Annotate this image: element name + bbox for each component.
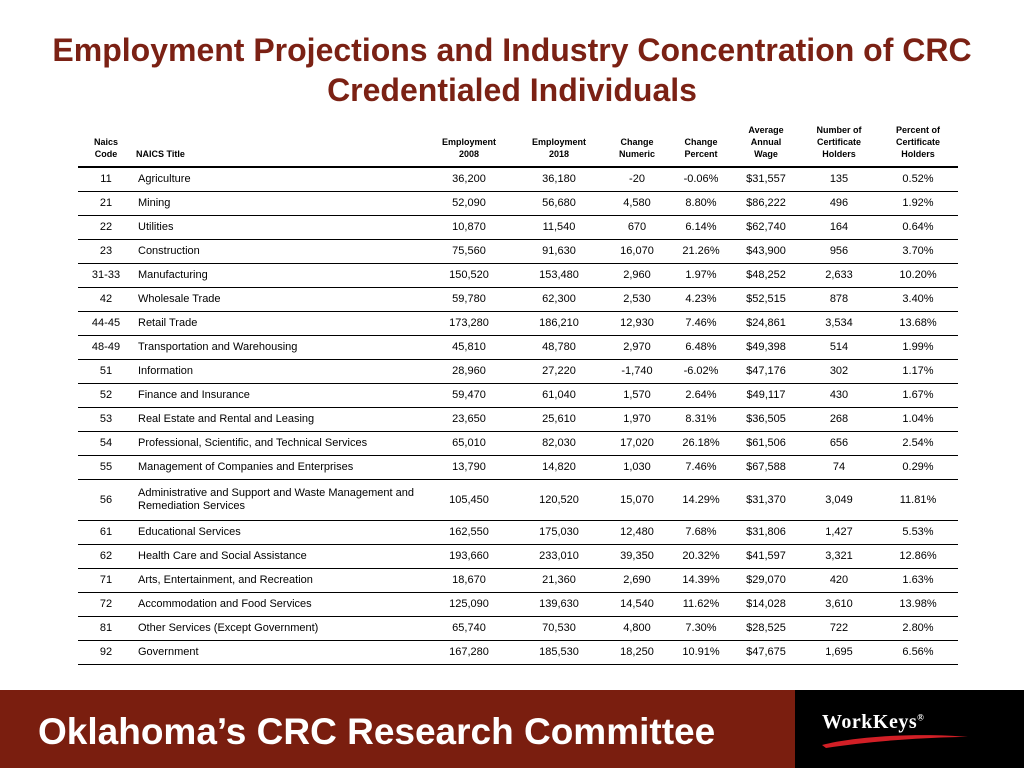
table-cell-number-of-certificate-holders: 878 bbox=[800, 288, 878, 312]
table-cell-percent-of-certificate-holders: 0.64% bbox=[878, 216, 958, 240]
column-header-line: Holders bbox=[822, 149, 856, 159]
table-cell-employment-2008: 105,450 bbox=[424, 480, 514, 521]
employment-projections-table bbox=[78, 120, 958, 665]
table-cell-change-percent: 14.39% bbox=[670, 569, 732, 593]
column-header-line: Number of bbox=[816, 125, 862, 135]
table-cell-number-of-certificate-holders: 3,049 bbox=[800, 480, 878, 521]
column-header-line: 2018 bbox=[548, 149, 570, 159]
table-cell-number-of-certificate-holders: 164 bbox=[800, 216, 878, 240]
table-cell-employment-2008: 36,200 bbox=[424, 167, 514, 192]
table-cell-employment-2008: 125,090 bbox=[424, 593, 514, 617]
table-cell-employment-2018: 91,630 bbox=[514, 240, 604, 264]
table-cell-change-numeric: 12,480 bbox=[604, 521, 670, 545]
table-cell-change-percent: 4.23% bbox=[670, 288, 732, 312]
table-cell-naics-code: 48-49 bbox=[78, 336, 134, 360]
table-cell-employment-2008: 193,660 bbox=[424, 545, 514, 569]
table-cell-change-numeric: 16,070 bbox=[604, 240, 670, 264]
table-row bbox=[78, 240, 958, 264]
table-cell-change-percent: -6.02% bbox=[670, 360, 732, 384]
table-cell-average-annual-wage: $14,028 bbox=[732, 593, 800, 617]
table-cell-employment-2018: 153,480 bbox=[514, 264, 604, 288]
column-header-line: Code bbox=[94, 149, 118, 159]
table-cell-number-of-certificate-holders: 3,534 bbox=[800, 312, 878, 336]
table-cell-average-annual-wage: $86,222 bbox=[732, 192, 800, 216]
table-cell-change-numeric: 14,540 bbox=[604, 593, 670, 617]
table-cell-average-annual-wage: $36,505 bbox=[732, 408, 800, 432]
table-cell-employment-2008: 162,550 bbox=[424, 521, 514, 545]
table-cell-naics-code: 22 bbox=[78, 216, 134, 240]
table-row bbox=[78, 360, 958, 384]
table-cell-average-annual-wage: $49,117 bbox=[732, 384, 800, 408]
table-row bbox=[78, 569, 958, 593]
table-row bbox=[78, 216, 958, 240]
table-cell-number-of-certificate-holders: 420 bbox=[800, 569, 878, 593]
table-cell-change-percent: 20.32% bbox=[670, 545, 732, 569]
table-cell-change-numeric: 4,800 bbox=[604, 617, 670, 641]
table-cell-naics-title: Health Care and Social Assistance bbox=[134, 545, 424, 569]
table-cell-average-annual-wage: $47,675 bbox=[732, 641, 800, 665]
table-cell-naics-code: 71 bbox=[78, 569, 134, 593]
table-cell-change-percent: 10.91% bbox=[670, 641, 732, 665]
table-cell-change-numeric: 39,350 bbox=[604, 545, 670, 569]
table-row bbox=[78, 312, 958, 336]
table-cell-change-percent: 8.80% bbox=[670, 192, 732, 216]
table-cell-naics-code: 53 bbox=[78, 408, 134, 432]
column-header-line: Percent of bbox=[895, 125, 940, 135]
table-cell-change-numeric: -20 bbox=[604, 167, 670, 192]
table-cell-employment-2018: 11,540 bbox=[514, 216, 604, 240]
table-cell-percent-of-certificate-holders: 1.99% bbox=[878, 336, 958, 360]
table-cell-change-percent: 6.14% bbox=[670, 216, 732, 240]
table-cell-change-percent: 11.62% bbox=[670, 593, 732, 617]
table-cell-employment-2018: 21,360 bbox=[514, 569, 604, 593]
column-header-line: Naics bbox=[93, 137, 119, 147]
table-cell-naics-code: 51 bbox=[78, 360, 134, 384]
table-cell-employment-2008: 65,010 bbox=[424, 432, 514, 456]
table-cell-naics-title: Management of Companies and Enterprises bbox=[134, 456, 424, 480]
table-cell-change-numeric: 2,530 bbox=[604, 288, 670, 312]
table-cell-employment-2008: 167,280 bbox=[424, 641, 514, 665]
table-cell-number-of-certificate-holders: 268 bbox=[800, 408, 878, 432]
table-cell-average-annual-wage: $31,557 bbox=[732, 167, 800, 192]
table-cell-naics-code: 42 bbox=[78, 288, 134, 312]
table-cell-naics-title: Construction bbox=[134, 240, 424, 264]
column-header-number-of-certificate-holders bbox=[800, 120, 878, 167]
table-cell-change-numeric: -1,740 bbox=[604, 360, 670, 384]
table-row bbox=[78, 384, 958, 408]
table-cell-change-percent: 14.29% bbox=[670, 480, 732, 521]
table-cell-employment-2008: 150,520 bbox=[424, 264, 514, 288]
table-cell-naics-code: 61 bbox=[78, 521, 134, 545]
table-cell-employment-2018: 25,610 bbox=[514, 408, 604, 432]
table-cell-change-numeric: 15,070 bbox=[604, 480, 670, 521]
table-cell-number-of-certificate-holders: 496 bbox=[800, 192, 878, 216]
table-cell-average-annual-wage: $41,597 bbox=[732, 545, 800, 569]
column-header-line: Wage bbox=[754, 149, 778, 159]
column-header-line: Numeric bbox=[618, 149, 655, 159]
table-cell-change-percent: 8.31% bbox=[670, 408, 732, 432]
table-cell-change-percent: 7.68% bbox=[670, 521, 732, 545]
table-cell-naics-code: 44-45 bbox=[78, 312, 134, 336]
table-row bbox=[78, 641, 958, 665]
column-header-change-percent bbox=[670, 120, 732, 167]
table-cell-change-percent: 7.46% bbox=[670, 456, 732, 480]
table-cell-naics-title: Other Services (Except Government) bbox=[134, 617, 424, 641]
column-header-change-numeric bbox=[604, 120, 670, 167]
table-cell-naics-title: Administrative and Support and Waste Management and Remediation Services bbox=[134, 480, 424, 521]
column-header-employment-2008 bbox=[424, 120, 514, 167]
table-cell-change-numeric: 1,570 bbox=[604, 384, 670, 408]
table-cell-average-annual-wage: $67,588 bbox=[732, 456, 800, 480]
slide-title: Employment Projections and Industry Concentration of CRC Credentialed Individuals bbox=[52, 32, 972, 108]
table-cell-average-annual-wage: $62,740 bbox=[732, 216, 800, 240]
table-cell-number-of-certificate-holders: 722 bbox=[800, 617, 878, 641]
workkeys-logo-text: WorkKeys® bbox=[822, 711, 925, 733]
table-cell-change-percent: 21.26% bbox=[670, 240, 732, 264]
table-cell-percent-of-certificate-holders: 3.70% bbox=[878, 240, 958, 264]
table-cell-number-of-certificate-holders: 302 bbox=[800, 360, 878, 384]
table-row bbox=[78, 521, 958, 545]
table-cell-employment-2008: 13,790 bbox=[424, 456, 514, 480]
table-row bbox=[78, 336, 958, 360]
column-header-naics-title bbox=[134, 120, 424, 167]
table-cell-average-annual-wage: $24,861 bbox=[732, 312, 800, 336]
table-cell-employment-2008: 10,870 bbox=[424, 216, 514, 240]
table-cell-employment-2018: 185,530 bbox=[514, 641, 604, 665]
column-header-line: Employment bbox=[531, 137, 586, 147]
table-cell-naics-code: 56 bbox=[78, 480, 134, 521]
table-cell-number-of-certificate-holders: 956 bbox=[800, 240, 878, 264]
table-cell-naics-title: Agriculture bbox=[134, 167, 424, 192]
table-cell-average-annual-wage: $49,398 bbox=[732, 336, 800, 360]
table-cell-change-numeric: 18,250 bbox=[604, 641, 670, 665]
table-cell-average-annual-wage: $31,370 bbox=[732, 480, 800, 521]
table-row bbox=[78, 167, 958, 192]
table-row bbox=[78, 432, 958, 456]
table-cell-average-annual-wage: $47,176 bbox=[732, 360, 800, 384]
workkeys-swoosh-icon bbox=[820, 733, 970, 749]
table-cell-change-percent: 2.64% bbox=[670, 384, 732, 408]
table-cell-naics-title: Finance and Insurance bbox=[134, 384, 424, 408]
table-cell-employment-2018: 62,300 bbox=[514, 288, 604, 312]
table-cell-employment-2018: 14,820 bbox=[514, 456, 604, 480]
column-header-naics-code bbox=[78, 120, 134, 167]
table-cell-number-of-certificate-holders: 135 bbox=[800, 167, 878, 192]
table-cell-employment-2008: 18,670 bbox=[424, 569, 514, 593]
table-cell-percent-of-certificate-holders: 5.53% bbox=[878, 521, 958, 545]
table-cell-change-numeric: 2,970 bbox=[604, 336, 670, 360]
table-cell-employment-2018: 139,630 bbox=[514, 593, 604, 617]
table-cell-naics-code: 81 bbox=[78, 617, 134, 641]
table-cell-average-annual-wage: $61,506 bbox=[732, 432, 800, 456]
table-cell-employment-2018: 175,030 bbox=[514, 521, 604, 545]
table-row bbox=[78, 264, 958, 288]
table-cell-change-percent: 6.48% bbox=[670, 336, 732, 360]
table-cell-naics-code: 55 bbox=[78, 456, 134, 480]
column-header-line: Certificate bbox=[895, 137, 940, 147]
table-cell-naics-title: Professional, Scientific, and Technical Services bbox=[134, 432, 424, 456]
table-cell-employment-2018: 70,530 bbox=[514, 617, 604, 641]
table-row bbox=[78, 288, 958, 312]
table-cell-employment-2018: 120,520 bbox=[514, 480, 604, 521]
column-header-line: Percent bbox=[684, 149, 718, 159]
table-cell-change-percent: 7.46% bbox=[670, 312, 732, 336]
table-cell-naics-title: Utilities bbox=[134, 216, 424, 240]
table-cell-employment-2008: 75,560 bbox=[424, 240, 514, 264]
footer-text: Oklahoma’s CRC Research Committee bbox=[38, 711, 716, 752]
table-cell-percent-of-certificate-holders: 2.80% bbox=[878, 617, 958, 641]
table-cell-number-of-certificate-holders: 1,427 bbox=[800, 521, 878, 545]
table-cell-employment-2008: 23,650 bbox=[424, 408, 514, 432]
table-cell-percent-of-certificate-holders: 1.92% bbox=[878, 192, 958, 216]
table-cell-number-of-certificate-holders: 514 bbox=[800, 336, 878, 360]
table-cell-percent-of-certificate-holders: 11.81% bbox=[878, 480, 958, 521]
column-header-line: Annual bbox=[750, 137, 782, 147]
table-cell-naics-code: 31-33 bbox=[78, 264, 134, 288]
table-cell-percent-of-certificate-holders: 1.04% bbox=[878, 408, 958, 432]
table-cell-number-of-certificate-holders: 2,633 bbox=[800, 264, 878, 288]
column-header-line: Employment bbox=[441, 137, 496, 147]
table-row bbox=[78, 617, 958, 641]
table-cell-employment-2018: 61,040 bbox=[514, 384, 604, 408]
table-cell-percent-of-certificate-holders: 12.86% bbox=[878, 545, 958, 569]
table-cell-change-numeric: 12,930 bbox=[604, 312, 670, 336]
table-cell-change-percent: -0.06% bbox=[670, 167, 732, 192]
table-cell-change-percent: 7.30% bbox=[670, 617, 732, 641]
table-cell-naics-title: Manufacturing bbox=[134, 264, 424, 288]
table-cell-number-of-certificate-holders: 656 bbox=[800, 432, 878, 456]
table-cell-employment-2018: 186,210 bbox=[514, 312, 604, 336]
table-cell-naics-title: Wholesale Trade bbox=[134, 288, 424, 312]
table-cell-number-of-certificate-holders: 430 bbox=[800, 384, 878, 408]
table-cell-percent-of-certificate-holders: 0.52% bbox=[878, 167, 958, 192]
column-header-line: Change bbox=[684, 137, 718, 147]
table-cell-percent-of-certificate-holders: 0.29% bbox=[878, 456, 958, 480]
table-cell-number-of-certificate-holders: 3,321 bbox=[800, 545, 878, 569]
table-cell-employment-2008: 173,280 bbox=[424, 312, 514, 336]
table-cell-percent-of-certificate-holders: 1.67% bbox=[878, 384, 958, 408]
table-cell-percent-of-certificate-holders: 1.17% bbox=[878, 360, 958, 384]
table-cell-average-annual-wage: $43,900 bbox=[732, 240, 800, 264]
column-header-line: Holders bbox=[901, 149, 935, 159]
column-header-average-annual-wage bbox=[732, 120, 800, 167]
table-cell-change-numeric: 1,030 bbox=[604, 456, 670, 480]
table-cell-average-annual-wage: $29,070 bbox=[732, 569, 800, 593]
table-row bbox=[78, 545, 958, 569]
table-cell-change-numeric: 2,960 bbox=[604, 264, 670, 288]
table-cell-employment-2008: 52,090 bbox=[424, 192, 514, 216]
employment-table-container bbox=[78, 120, 946, 665]
table-cell-naics-title: Mining bbox=[134, 192, 424, 216]
table-cell-naics-code: 72 bbox=[78, 593, 134, 617]
table-cell-naics-title: Information bbox=[134, 360, 424, 384]
table-cell-employment-2018: 36,180 bbox=[514, 167, 604, 192]
table-cell-naics-code: 92 bbox=[78, 641, 134, 665]
table-cell-change-numeric: 670 bbox=[604, 216, 670, 240]
table-cell-percent-of-certificate-holders: 3.40% bbox=[878, 288, 958, 312]
table-cell-average-annual-wage: $48,252 bbox=[732, 264, 800, 288]
table-cell-change-numeric: 4,580 bbox=[604, 192, 670, 216]
column-header-line: Change bbox=[620, 137, 654, 147]
column-header-line: Certificate bbox=[816, 137, 861, 147]
table-cell-number-of-certificate-holders: 3,610 bbox=[800, 593, 878, 617]
column-header-percent-of-certificate-holders bbox=[878, 120, 958, 167]
table-cell-number-of-certificate-holders: 1,695 bbox=[800, 641, 878, 665]
table-cell-naics-code: 52 bbox=[78, 384, 134, 408]
column-header-line: NAICS Title bbox=[136, 149, 185, 159]
table-cell-naics-title: Accommodation and Food Services bbox=[134, 593, 424, 617]
table-cell-employment-2008: 28,960 bbox=[424, 360, 514, 384]
table-cell-number-of-certificate-holders: 74 bbox=[800, 456, 878, 480]
table-cell-employment-2008: 59,780 bbox=[424, 288, 514, 312]
table-cell-employment-2008: 59,470 bbox=[424, 384, 514, 408]
table-cell-employment-2018: 27,220 bbox=[514, 360, 604, 384]
table-cell-percent-of-certificate-holders: 6.56% bbox=[878, 641, 958, 665]
table-cell-average-annual-wage: $28,525 bbox=[732, 617, 800, 641]
table-cell-employment-2008: 45,810 bbox=[424, 336, 514, 360]
table-header-row bbox=[78, 120, 958, 167]
table-row bbox=[78, 456, 958, 480]
table-cell-change-percent: 26.18% bbox=[670, 432, 732, 456]
table-row bbox=[78, 192, 958, 216]
table-cell-percent-of-certificate-holders: 2.54% bbox=[878, 432, 958, 456]
table-cell-percent-of-certificate-holders: 10.20% bbox=[878, 264, 958, 288]
table-cell-change-percent: 1.97% bbox=[670, 264, 732, 288]
table-body bbox=[78, 167, 958, 665]
table-cell-percent-of-certificate-holders: 1.63% bbox=[878, 569, 958, 593]
table-row bbox=[78, 593, 958, 617]
table-cell-employment-2008: 65,740 bbox=[424, 617, 514, 641]
table-cell-naics-title: Transportation and Warehousing bbox=[134, 336, 424, 360]
table-cell-change-numeric: 2,690 bbox=[604, 569, 670, 593]
table-cell-naics-code: 21 bbox=[78, 192, 134, 216]
table-cell-change-numeric: 1,970 bbox=[604, 408, 670, 432]
table-cell-change-numeric: 17,020 bbox=[604, 432, 670, 456]
table-cell-naics-title: Educational Services bbox=[134, 521, 424, 545]
table-cell-naics-title: Government bbox=[134, 641, 424, 665]
column-header-employment-2018 bbox=[514, 120, 604, 167]
table-cell-naics-title: Real Estate and Rental and Leasing bbox=[134, 408, 424, 432]
table-row bbox=[78, 408, 958, 432]
column-header-line: Average bbox=[748, 125, 784, 135]
table-cell-naics-code: 62 bbox=[78, 545, 134, 569]
table-cell-percent-of-certificate-holders: 13.68% bbox=[878, 312, 958, 336]
table-cell-naics-code: 11 bbox=[78, 167, 134, 192]
table-cell-percent-of-certificate-holders: 13.98% bbox=[878, 593, 958, 617]
table-cell-employment-2018: 82,030 bbox=[514, 432, 604, 456]
table-cell-employment-2018: 56,680 bbox=[514, 192, 604, 216]
table-cell-average-annual-wage: $31,806 bbox=[732, 521, 800, 545]
table-cell-naics-title: Retail Trade bbox=[134, 312, 424, 336]
table-cell-average-annual-wage: $52,515 bbox=[732, 288, 800, 312]
column-header-line: 2008 bbox=[458, 149, 480, 159]
table-row bbox=[78, 480, 958, 521]
table-cell-employment-2018: 233,010 bbox=[514, 545, 604, 569]
table-cell-naics-code: 23 bbox=[78, 240, 134, 264]
table-cell-naics-title: Arts, Entertainment, and Recreation bbox=[134, 569, 424, 593]
table-cell-employment-2018: 48,780 bbox=[514, 336, 604, 360]
table-cell-naics-code: 54 bbox=[78, 432, 134, 456]
